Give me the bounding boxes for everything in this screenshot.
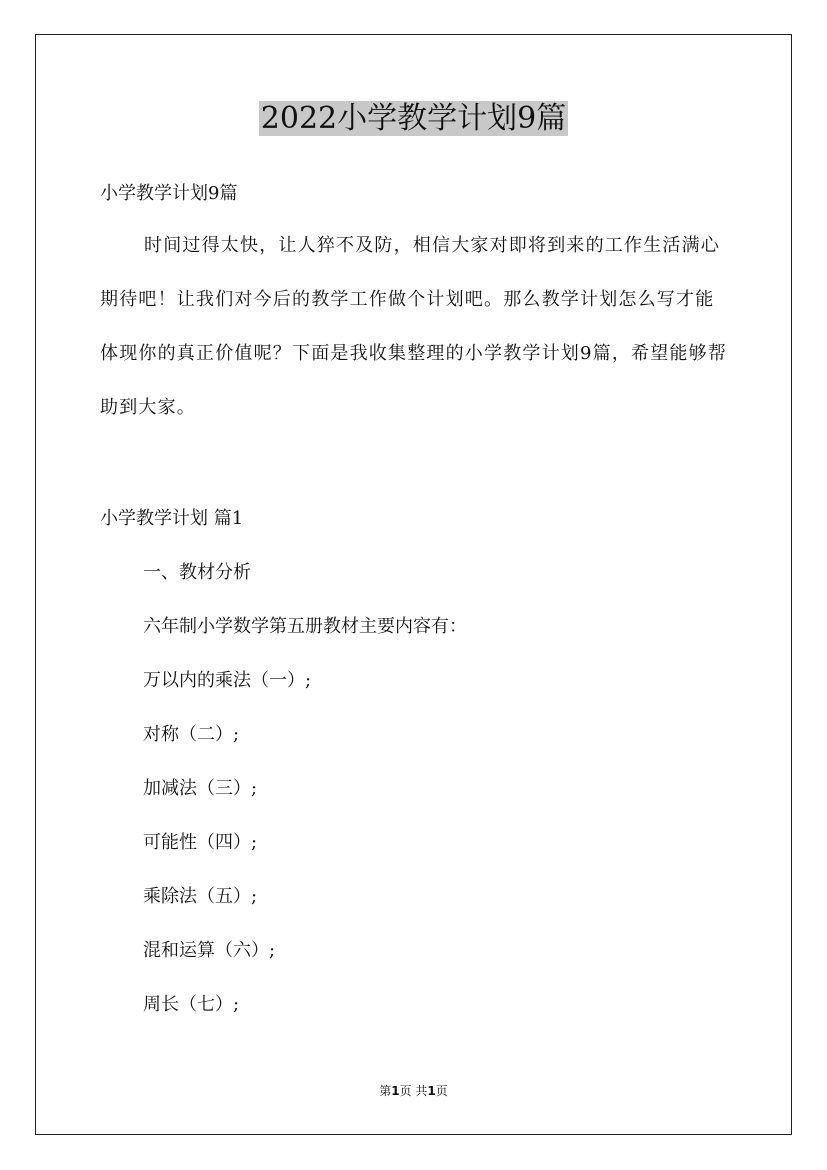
footer-suffix: 页: [435, 1084, 448, 1098]
footer-mid: 页 共: [399, 1084, 428, 1098]
footer-prefix: 第: [379, 1084, 392, 1098]
intro-paragraph: 时间过得太快，让人猝不及防，相信大家对即将到来的工作生活满心期待吧！让我们对今后的教学工作做个计划吧。那么教学计划怎么写才能体现你的真正价值呢？下面是我收集整理的小学教学计划9篇，希望能够帮助到大家。: [100, 235, 728, 418]
list-item: 对称（二）;: [143, 724, 240, 745]
list-item: 乘除法（五）;: [143, 886, 258, 907]
document-subtitle: 小学教学计划9篇: [100, 183, 238, 204]
list-item: 可能性（四）;: [143, 832, 258, 853]
list-item: 万以内的乘法（一）;: [143, 670, 312, 691]
page-footer: [0, 1082, 827, 1099]
document-title: 2022小学教学计划9篇: [260, 101, 567, 136]
list-item: 混和运算（六）;: [143, 940, 276, 961]
section-heading: 小学教学计划 篇1: [100, 508, 244, 529]
footer-page-number: 1: [391, 1084, 400, 1098]
list-item: 一、教材分析: [143, 562, 251, 583]
list-item: 周长（七）;: [143, 994, 240, 1015]
list-item: 六年制小学数学第五册教材主要内容有：: [143, 616, 467, 637]
list-item: 加减法（三）;: [143, 778, 258, 799]
document-title-wrap: [0, 98, 827, 140]
footer-page-total: 1: [427, 1084, 436, 1098]
